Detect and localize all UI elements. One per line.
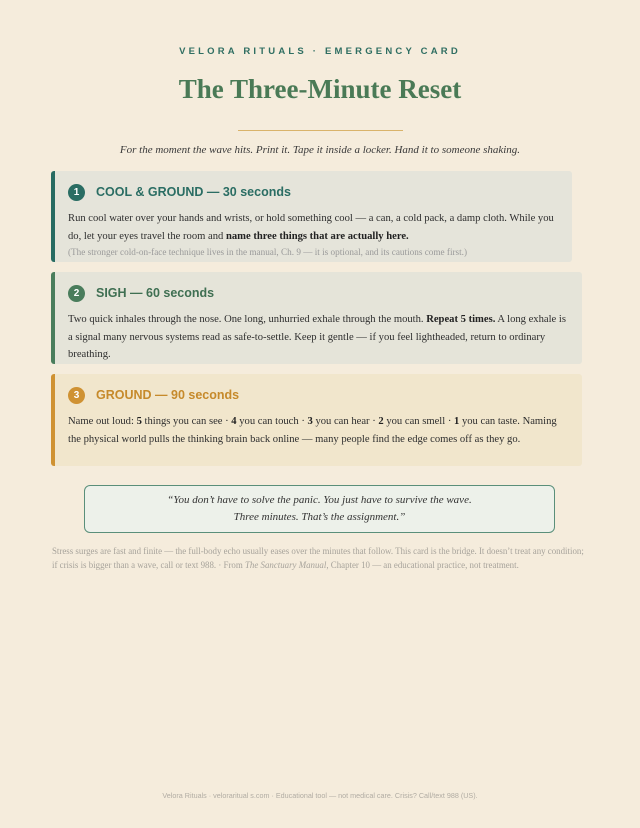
step-number-badge: 1 — [68, 184, 85, 201]
count-taste-text: you can taste. — [459, 416, 520, 427]
intro-text: For the moment the wave hits. Print it. Tape it inside a locker. Hand it to someone shaking. — [119, 144, 521, 156]
step-title: COOL & GROUND — 30 seconds — [96, 185, 291, 199]
step-title: SIGH — 60 seconds — [96, 286, 215, 300]
step-body-text: Naming the physical world pulls the thinking brain back online — many people find the edge comes off as they go. — [68, 416, 557, 445]
step-body-text: Run cool water over your hands and wrists, or hold something cool — a can, a cold pack, a damp cloth. While you do, let your eyes travel the room and — [68, 213, 554, 242]
step-body — [68, 210, 562, 245]
step-header — [68, 284, 572, 302]
count-touch: 4 — [231, 416, 237, 427]
count-hear: 3 — [307, 416, 313, 427]
page-footer: Velora Rituals · veloraritual s.com · Educational tool — not medical care. Crisis? Call/text 988 (US). — [162, 791, 478, 800]
step-body-text: A long exhale is a signal many nervous systems read as safe-to-settle. Keep it gentle — if you feel lightheaded, return to ordinary breathing. — [68, 314, 566, 360]
step-header — [68, 183, 562, 201]
step-note: (The stronger cold-on-face technique lives in the manual, Ch. 9 — it is optional, and its cautions come first.) — [68, 247, 468, 257]
pull-quote — [84, 485, 555, 533]
step-card-ground — [51, 374, 582, 466]
source-title: The Sanctuary Manual — [244, 560, 327, 570]
page-title: The Three-Minute Reset — [178, 74, 462, 104]
step-header — [68, 386, 572, 404]
step-number-badge: 2 — [68, 285, 85, 302]
count-touch-text: you can touch · — [236, 416, 308, 427]
step-card-cool-ground — [51, 171, 572, 262]
title-divider — [238, 130, 403, 131]
step-card-sigh — [51, 272, 582, 364]
count-see-text: things you can see · — [141, 416, 232, 427]
step-title: GROUND — 90 seconds — [96, 388, 240, 402]
step-body-lead: Name out loud: — [68, 416, 137, 427]
quote-line: “You don’t have to solve the panic. You just have to survive the wave. — [167, 494, 472, 506]
step-body — [68, 413, 572, 448]
count-taste: 1 — [454, 416, 460, 427]
disclaimer-body: Stress surges are fast and finite — the full-body echo usually eases over the minutes that follow. This card is the bridge. It doesn’t treat any condition; if crisis is bigger than a wave, call or text 988. · From — [52, 546, 584, 570]
count-see: 5 — [136, 416, 142, 427]
step-number-badge: 3 — [68, 387, 85, 404]
step-body — [68, 311, 572, 364]
card-eyebrow: VELORA RITUALS · EMERGENCY CARD — [179, 46, 461, 57]
count-smell-text: you can smell · — [383, 416, 455, 427]
count-hear-text: you can hear · — [312, 416, 379, 427]
count-smell: 2 — [378, 416, 384, 427]
disclaimer-text — [52, 544, 588, 572]
step-body-emphasis: name three things that are actually here. — [225, 230, 409, 242]
quote-line: Three minutes. That’s the assignment.” — [233, 511, 406, 523]
step-body-emphasis: Repeat 5 times. — [426, 314, 496, 325]
disclaimer-body: , Chapter 10 — an educational practice, not treatment. — [326, 560, 519, 570]
step-body-text: Two quick inhales through the nose. One long, unhurried exhale through the mouth. — [68, 314, 427, 325]
